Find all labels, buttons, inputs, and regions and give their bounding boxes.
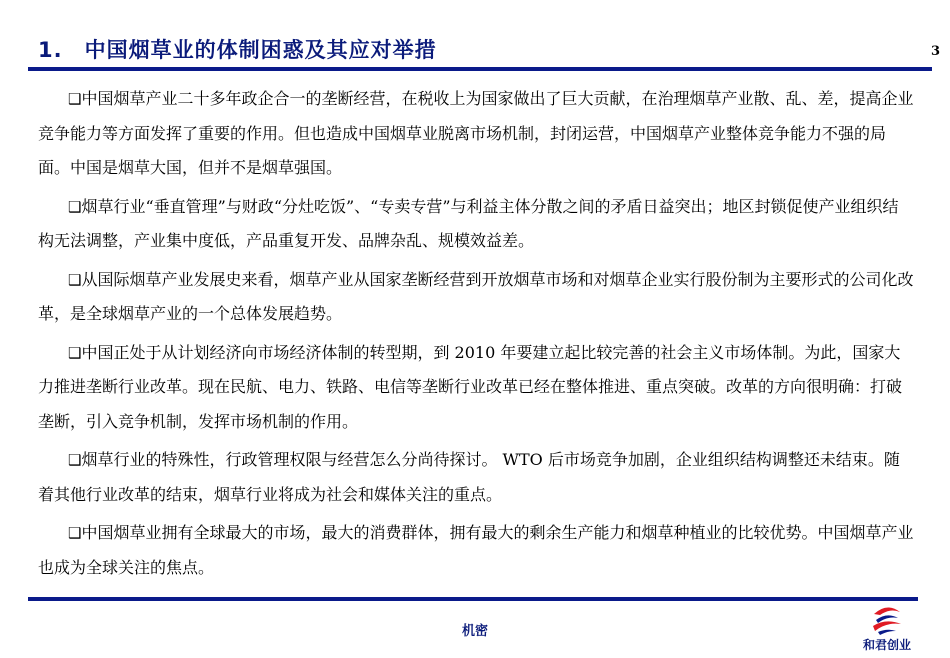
paragraph-1 bbox=[38, 82, 914, 186]
confidential-label: 机密 bbox=[461, 624, 488, 639]
content-body bbox=[38, 82, 914, 589]
checkbox-bullet-icon: ❑ bbox=[68, 343, 82, 362]
footer-divider bbox=[28, 597, 918, 601]
paragraph-3 bbox=[38, 263, 914, 332]
paragraph-text: 中国正处于从计划经济向市场经济体制的转型期，到 2010 年要建立起比较完善的社会主义市场体制。为此，国家大力推进垄断行业改革。现在民航、电力、铁路、电信等垄断行业改革已经在整体推进、重点突破。改革的方向很明确：打破垄断，引入竞争机制，发挥市场机制的作用。 bbox=[38, 342, 903, 431]
paragraph-5 bbox=[38, 443, 914, 512]
logo-text: 和君创业 bbox=[862, 638, 911, 652]
paragraph-2 bbox=[38, 190, 914, 259]
paragraph-text: 烟草行业的特殊性，行政管理权限与经营怎么分尚待探讨。 WTO 后市场竞争加剧，企业组织结构调整还未结束。随着其他行业改革的结束，烟草行业将成为社会和媒体关注的重点。 bbox=[38, 450, 900, 504]
checkbox-bullet-icon: ❑ bbox=[68, 451, 82, 469]
paragraph-text: 从国际烟草产业发展史来看，烟草产业从国家垄断经营到开放烟草市场和对烟草企业实行股份制为主要形式的公司化改革，是全球烟草产业的一个总体发展趋势。 bbox=[38, 269, 914, 323]
paragraph-4 bbox=[38, 336, 914, 440]
page-number: 3 bbox=[930, 44, 940, 59]
paragraph-text: 中国烟草业拥有全球最大的市场，最大的消费群体，拥有最大的剩余生产能力和烟草种植业的比较优势。中国烟草产业也成为全球关注的焦点。 bbox=[38, 523, 914, 577]
company-logo bbox=[852, 604, 922, 654]
paragraph-6 bbox=[38, 516, 914, 585]
checkbox-bullet-icon: ❑ bbox=[68, 524, 82, 542]
logo-swirl-icon bbox=[868, 604, 906, 636]
paragraph-text: 烟草行业“垂直管理”与财政“分灶吃饭”、“专卖专营”与利益主体分散之间的矛盾日益突出；地区封锁促使产业组织结构无法调整，产业集中度低，产品重复开发、品牌杂乱、规模效益差。 bbox=[38, 196, 899, 250]
checkbox-bullet-icon: ❑ bbox=[68, 270, 82, 289]
title-divider bbox=[28, 67, 932, 71]
page-title: 1. 中国烟草业的体制困惑及其应对举措 bbox=[38, 38, 437, 62]
checkbox-bullet-icon: ❑ bbox=[68, 197, 82, 216]
checkbox-bullet-icon: ❑ bbox=[68, 90, 82, 108]
paragraph-text: 中国烟草产业二十多年政企合一的垄断经营，在税收上为国家做出了巨大贡献，在治理烟草产业散、乱、差，提高企业竞争能力等方面发挥了重要的作用。但也造成中国烟草业脱离市场机制，封闭运营，中国烟草产业整体竞争能力不强的局面。中国是烟草大国，但并不是烟草强国。 bbox=[38, 89, 914, 177]
